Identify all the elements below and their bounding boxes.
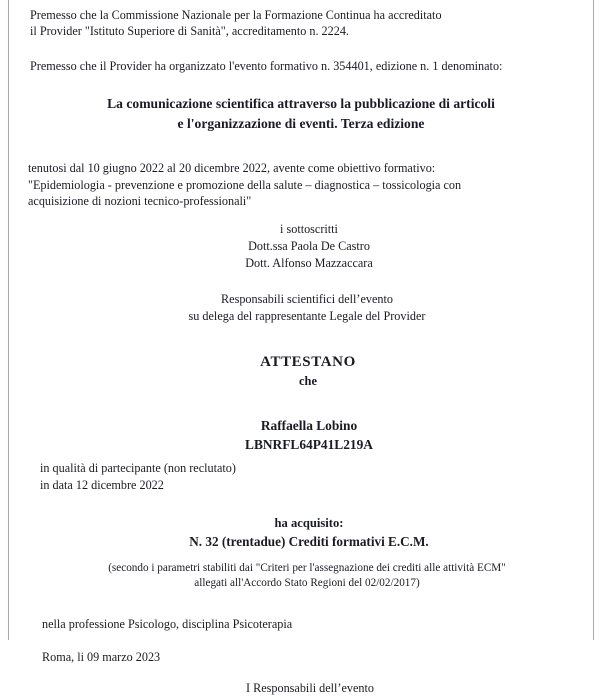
profession-line: nella professione Psicologo, disciplina Psicoterapia — [42, 616, 293, 631]
credits-amount-line: N. 32 (trentadue) Crediti formativi E.C.M. — [189, 533, 429, 549]
signatories-intro: i sottoscritti — [280, 222, 338, 237]
event-objective-line-2: acquisizione di nozioni tecnico-professionali" — [28, 194, 252, 209]
signatories-role-line-2: su delega del rappresentante Legale del Provider — [188, 308, 426, 323]
footer-responsible-label: I Responsabili dell’evento — [246, 680, 374, 695]
attestation-heading: ATTESTANO — [260, 354, 356, 371]
certificate-document-body — [9, 0, 593, 695]
credits-note-line-2: allegati all'Accordo Stato Regioni del 02/02/2017) — [194, 577, 420, 590]
event-title — [9, 94, 593, 134]
credits-criteria-note — [9, 561, 593, 592]
participant-name: Raffaella Lobino — [260, 418, 358, 434]
accreditation-line-2: il Provider "Istituto Superiore di Sanità", accreditamento n. 2224. — [30, 24, 349, 39]
participant-role-line: in qualità di partecipante (non reclutato) — [40, 461, 236, 476]
credits-acquired-label: ha acquisito: — [274, 516, 344, 531]
accreditation-line-1: Premesso che la Commissione Nazionale per la Formazione Continua ha accreditato — [30, 8, 442, 22]
page-right-border — [593, 0, 594, 640]
issue-place-and-date: Roma, li 09 marzo 2023 — [42, 649, 161, 664]
signatory-name-2: Dott. Alfonso Mazzaccara — [245, 255, 373, 270]
credits-note-line-1: (secondo i parametri stabiliti dai "Criteri per l'assegnazione dei crediti alle attività ECM" — [108, 561, 506, 574]
event-dates-and-objective — [9, 160, 593, 209]
event-title-line-2: e l'organizzazione di eventi. Terza edizione — [177, 116, 425, 132]
event-organized-line: Premesso che il Provider ha organizzato l'evento formativo n. 354401, edizione n. 1 denominato: — [30, 58, 503, 73]
event-dates-line: tenutosi dal 10 giugno 2022 al 20 dicembre 2022, avente come obiettivo formativo: — [28, 161, 436, 176]
participant-date-line: in data 12 dicembre 2022 — [40, 477, 164, 492]
accreditation-paragraph — [9, 7, 593, 40]
signatory-name-1: Dott.ssa Paola De Castro — [248, 239, 370, 254]
signatories-block — [9, 221, 593, 271]
attestation-subheading: che — [299, 374, 317, 389]
participant-fiscal-code: LBNRFL64P41L219A — [245, 437, 373, 453]
event-objective-line-1: "Epidemiologia - prevenzione e promozione della salute – diagnostica – tossicologia con — [28, 177, 462, 192]
event-title-line-1: La comunicazione scientifica attraverso la pubblicazione di articoli — [107, 96, 495, 112]
signatories-role-line-1: Responsabili scientifici dell’evento — [221, 292, 393, 307]
participant-role-and-date — [9, 460, 593, 493]
signatories-role-block — [9, 291, 593, 324]
